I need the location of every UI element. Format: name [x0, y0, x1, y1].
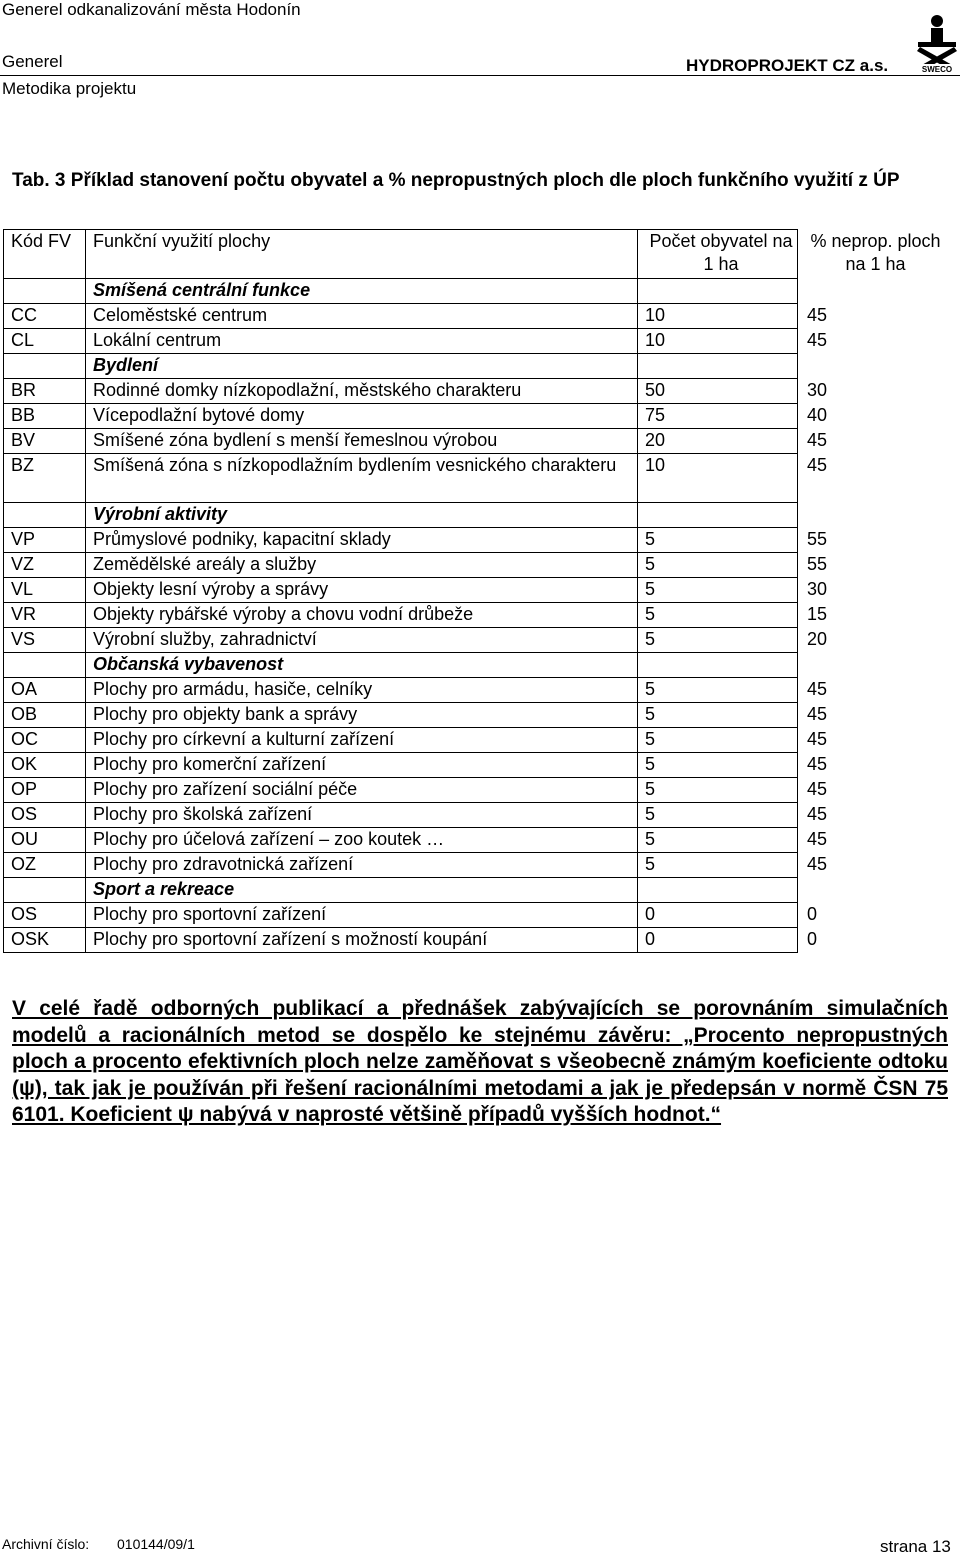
- cell-population: 5: [638, 753, 798, 778]
- header-code: Kód FV: [4, 230, 86, 279]
- cell-impervious: [798, 653, 945, 678]
- cell-impervious: [798, 354, 945, 379]
- cell-code: CL: [4, 329, 86, 354]
- cell-code: OS: [4, 903, 86, 928]
- functional-use-table: [3, 229, 945, 953]
- cell-code: VS: [4, 628, 86, 653]
- header-company: HYDROPROJEKT CZ a.s.: [686, 56, 889, 75]
- cell-code: [4, 653, 86, 678]
- cell-population: 5: [638, 853, 798, 878]
- cell-description: Objekty lesní výroby a správy: [86, 578, 638, 603]
- table-row: [4, 553, 945, 578]
- cell-code: BZ: [4, 454, 86, 503]
- cell-impervious: 45: [807, 803, 828, 824]
- cell-impervious: 0: [807, 928, 818, 949]
- cell-code: OA: [4, 678, 86, 703]
- footer-page-number: strana 13: [880, 1537, 951, 1556]
- cell-description: Smíšené zóna bydlení s menší řemeslnou výrobou: [86, 429, 638, 454]
- cell-description: Plochy pro armádu, hasiče, celníky: [86, 678, 638, 703]
- header-subsection: Metodika projektu: [2, 79, 137, 98]
- cell-code: BB: [4, 404, 86, 429]
- cell-code: OP: [4, 778, 86, 803]
- header-impervious: % neprop. ploch na 1 ha: [810, 230, 941, 274]
- cell-category: Smíšená centrální funkce: [86, 279, 638, 304]
- cell-impervious: [798, 503, 945, 528]
- cell-description: Plochy pro sportovní zařízení: [86, 903, 638, 928]
- cell-population: 5: [638, 553, 798, 578]
- cell-population: 5: [638, 628, 798, 653]
- table-row: [4, 728, 945, 753]
- cell-code: OK: [4, 753, 86, 778]
- cell-code: BR: [4, 379, 86, 404]
- cell-description: Celoměstské centrum: [86, 304, 638, 329]
- cell-impervious: 45: [807, 828, 828, 849]
- cell-code: VR: [4, 603, 86, 628]
- cell-description: Objekty rybářské výroby a chovu vodní drůbeže: [86, 603, 638, 628]
- table-category-row: [4, 279, 945, 304]
- cell-description: Smíšená zóna s nízkopodlažním bydlením vesnického charakteru: [86, 454, 638, 503]
- table-category-row: [4, 503, 945, 528]
- header-description: Funkční využití plochy: [86, 230, 638, 279]
- cell-code: VP: [4, 528, 86, 553]
- table-row: [4, 429, 945, 454]
- table-row: [4, 578, 945, 603]
- cell-code: OS: [4, 803, 86, 828]
- cell-population: [638, 503, 798, 528]
- cell-description: Výrobní služby, zahradnictví: [86, 628, 638, 653]
- cell-code: BV: [4, 429, 86, 454]
- cell-population: 5: [638, 828, 798, 853]
- cell-population: [638, 878, 798, 903]
- cell-impervious: 30: [807, 379, 828, 400]
- cell-description: Plochy pro zdravotnická zařízení: [86, 853, 638, 878]
- cell-population: 5: [638, 603, 798, 628]
- cell-population: 5: [638, 678, 798, 703]
- cell-population: 5: [638, 728, 798, 753]
- cell-category: Občanská vybavenost: [86, 653, 638, 678]
- cell-impervious: 45: [807, 853, 828, 874]
- cell-population: 50: [638, 379, 798, 404]
- table-row: [4, 928, 945, 953]
- cell-description: Plochy pro komerční zařízení: [86, 753, 638, 778]
- table-row: [4, 304, 945, 329]
- cell-impervious: 0: [807, 903, 818, 924]
- table-row: [4, 753, 945, 778]
- cell-description: Plochy pro církevní a kulturní zařízení: [86, 728, 638, 753]
- table-row: [4, 603, 945, 628]
- cell-code: [4, 279, 86, 304]
- cell-description: Plochy pro účelová zařízení – zoo koutek …: [86, 828, 638, 853]
- cell-impervious: 45: [807, 329, 828, 350]
- cell-code: OU: [4, 828, 86, 853]
- table-row: [4, 853, 945, 878]
- cell-population: [638, 653, 798, 678]
- table-row: [4, 678, 945, 703]
- cell-category: Sport a rekreace: [86, 878, 638, 903]
- cell-population: 5: [638, 778, 798, 803]
- cell-code: OC: [4, 728, 86, 753]
- cell-population: [638, 354, 798, 379]
- cell-description: Vícepodlažní bytové domy: [86, 404, 638, 429]
- cell-impervious: 45: [807, 778, 828, 799]
- cell-description: Rodinné domky nízkopodlažní, městského charakteru: [86, 379, 638, 404]
- cell-description: Lokální centrum: [86, 329, 638, 354]
- cell-description: Plochy pro zařízení sociální péče: [86, 778, 638, 803]
- table-row: [4, 404, 945, 429]
- cell-impervious: 45: [807, 703, 828, 724]
- table-row: [4, 454, 945, 503]
- table-header-row: [4, 230, 945, 279]
- table-row: [4, 778, 945, 803]
- header-section: Generel: [2, 52, 63, 71]
- table-body: [4, 279, 945, 953]
- cell-code: VZ: [4, 553, 86, 578]
- cell-impervious: 15: [807, 603, 828, 624]
- cell-impervious: 45: [807, 678, 828, 699]
- cell-population: 75: [638, 404, 798, 429]
- cell-impervious: 45: [807, 304, 828, 325]
- cell-impervious: 20: [807, 628, 828, 649]
- cell-code: [4, 354, 86, 379]
- table-category-row: [4, 878, 945, 903]
- table-row: [4, 528, 945, 553]
- cell-code: OB: [4, 703, 86, 728]
- table-row: [4, 828, 945, 853]
- cell-population: 20: [638, 429, 798, 454]
- cell-population: 5: [638, 578, 798, 603]
- cell-description: Plochy pro objekty bank a správy: [86, 703, 638, 728]
- cell-impervious: 30: [807, 578, 828, 599]
- table-caption: Tab. 3 Příklad stanovení počtu obyvatel a % nepropustných ploch dle ploch funkčního využití z ÚP: [12, 170, 900, 191]
- cell-population: 10: [638, 304, 798, 329]
- cell-code: OSK: [4, 928, 86, 953]
- cell-impervious: 40: [807, 404, 828, 425]
- cell-code: [4, 878, 86, 903]
- cell-code: [4, 503, 86, 528]
- table-row: [4, 903, 945, 928]
- table-row: [4, 703, 945, 728]
- cell-impervious: 45: [807, 454, 828, 475]
- cell-code: CC: [4, 304, 86, 329]
- footer-archive-label: Archivní číslo:: [2, 1536, 90, 1552]
- table-row: [4, 803, 945, 828]
- cell-description: Průmyslové podniky, kapacitní sklady: [86, 528, 638, 553]
- header-population: Počet obyvatel na 1 ha: [638, 230, 798, 279]
- cell-population: 10: [638, 454, 798, 503]
- cell-population: 5: [638, 703, 798, 728]
- cell-impervious: 55: [807, 553, 828, 574]
- table-category-row: [4, 354, 945, 379]
- cell-description: Plochy pro školská zařízení: [86, 803, 638, 828]
- table-row: [4, 329, 945, 354]
- cell-population: 5: [638, 528, 798, 553]
- conclusion-paragraph: V celé řadě odborných publikací a přednášek zabývajících se porovnáním simulačních modelů a racionálních metod se dospělo ke stejnému závěru: „Procento nepropustných ploch a procento efektivních ploch nelze zaměňovat s všeobecně známým koeficiente odtoku (ψ), tak jak je používán při řešení racionálními metodami a jak je předepsán v normě ČSN 75 6101. Koeficient ψ nabývá v naprosté většině případů vyšších hodnot.“: [12, 997, 948, 1126]
- cell-impervious: [798, 878, 945, 903]
- cell-population: 0: [638, 903, 798, 928]
- cell-population: [638, 279, 798, 304]
- cell-description: Zemědělské areály a služby: [86, 553, 638, 578]
- cell-population: 0: [638, 928, 798, 953]
- header-project-title: Generel odkanalizování města Hodonín: [2, 0, 301, 19]
- table-row: [4, 628, 945, 653]
- cell-impervious: [798, 279, 945, 304]
- table-category-row: [4, 653, 945, 678]
- table-row: [4, 379, 945, 404]
- sweco-logo-icon: [914, 14, 960, 74]
- cell-impervious: 45: [807, 753, 828, 774]
- cell-category: Výrobní aktivity: [86, 503, 638, 528]
- cell-code: VL: [4, 578, 86, 603]
- cell-population: 5: [638, 803, 798, 828]
- cell-code: OZ: [4, 853, 86, 878]
- cell-impervious: 55: [807, 528, 828, 549]
- cell-description: Plochy pro sportovní zařízení s možností koupání: [86, 928, 638, 953]
- footer-archive-number: 010144/09/1: [117, 1536, 195, 1552]
- logo-wordmark: SWECO: [921, 65, 953, 74]
- cell-impervious: 45: [807, 728, 828, 749]
- cell-category: Bydlení: [86, 354, 638, 379]
- cell-population: 10: [638, 329, 798, 354]
- cell-impervious: 45: [807, 429, 828, 450]
